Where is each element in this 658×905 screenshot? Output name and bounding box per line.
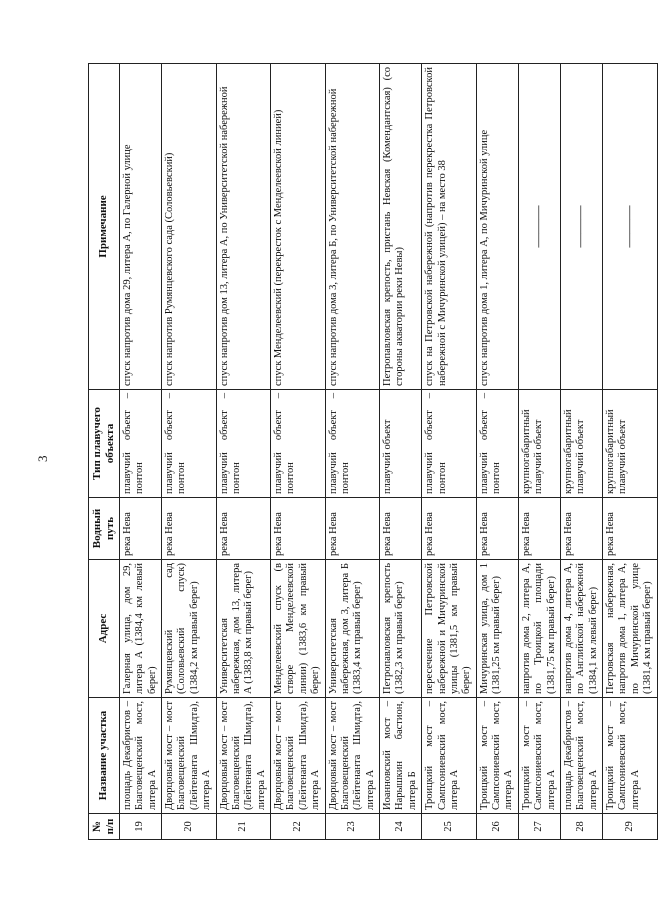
cell-waterway: река Нева [560, 498, 602, 560]
cell-num: 19 [119, 814, 161, 840]
cell-waterway: река Нева [216, 498, 271, 560]
cell-note: спуск Менделеевский (перекресток с Менделеевской линией) [271, 64, 326, 390]
cell-object-type: плавучий объект [380, 390, 422, 498]
page-number: 3 [35, 455, 50, 462]
cell-num: 24 [380, 814, 422, 840]
rotated-table-container [88, 64, 654, 840]
cell-address: Менделеевский спуск (в створе Менделеевской линии) (1383,6 км правый берег) [271, 560, 326, 698]
cell-address: Университетская набережная, дом 13, литера А (1383,8 км правый берег) [216, 560, 271, 698]
table-row [325, 64, 380, 840]
cell-num: 29 [603, 814, 658, 840]
cell-object-type: плавучий объект – понтон [216, 390, 271, 498]
table-row [476, 64, 518, 840]
header-num: № п/п [89, 814, 120, 840]
cell-note: спуск напротив дома 3, литера Б, по Университетской набережной [325, 64, 380, 390]
header-name: Название участка [89, 698, 120, 814]
cell-name: Дворцовый мост – мост Благовещенский (Лейтенанта Шмидта), литера А [162, 698, 217, 814]
cell-address: Петровская набережная, напротив дома 1, литера А, по Мичуринской улице (1381,4 км правый берег) [603, 560, 658, 698]
cell-num: 20 [162, 814, 217, 840]
cell-object-type: плавучий объект – понтон [271, 390, 326, 498]
cell-waterway: река Нева [422, 498, 477, 560]
cell-name: площадь Декабристов – Благовещенский мост, литера А [560, 698, 602, 814]
cell-object-type: плавучий объект – понтон [162, 390, 217, 498]
table-header-row [89, 64, 120, 840]
cell-name: Иоанновский мост – Нарышкин бастион, литера Б [380, 698, 422, 814]
table-row [162, 64, 217, 840]
cell-num: 28 [560, 814, 602, 840]
cell-object-type: крупногабаритный плавучий объект [560, 390, 602, 498]
header-object-type: Тип плавучего объекта [89, 390, 120, 498]
table-row [422, 64, 477, 840]
cell-waterway: река Нева [380, 498, 422, 560]
cell-address: пересечение Петровской набережной и Мичуринской улицы (1381,5 км правый берег) [422, 560, 477, 698]
cell-note: ——— [560, 64, 602, 390]
cell-name: Троицкий мост – Сампсониевский мост, литера А [518, 698, 560, 814]
cell-note: спуск напротив Румянцевского сада (Соловьевский) [162, 64, 217, 390]
cell-object-type: плавучий объект – понтон [119, 390, 161, 498]
table-row [216, 64, 271, 840]
cell-address: Галерная улица, дом 29, литера А (1384,4 км левый берег) [119, 560, 161, 698]
cell-num: 27 [518, 814, 560, 840]
cell-waterway: река Нева [119, 498, 161, 560]
cell-address: напротив дома 2, литера А, по Троицкой площади (1381,75 км правый берег) [518, 560, 560, 698]
cell-address: Университетская набережная, дом 3, литера Б (1383,4 км правый берег) [325, 560, 380, 698]
cell-note: Петропавловская крепость, пристань Невская (Комендантская) (со стороны акватории реки Невы) [380, 64, 422, 390]
cell-address: Мичуринская улица, дом 1 (1381,25 км правый берег) [476, 560, 518, 698]
table-row [560, 64, 602, 840]
cell-name: Троицкий мост – Сампсониевский мост, литера А [422, 698, 477, 814]
cell-note: ——— [603, 64, 658, 390]
cell-waterway: река Нева [518, 498, 560, 560]
cell-num: 22 [271, 814, 326, 840]
cell-num: 26 [476, 814, 518, 840]
cell-waterway: река Нева [162, 498, 217, 560]
cell-object-type: плавучий объект – понтон [476, 390, 518, 498]
cell-address: напротив дома 4, литера А, по Английской набережной (1384,1 км левый берег) [560, 560, 602, 698]
pontoon-table [88, 63, 658, 840]
cell-note: спуск на Петровской набережной (напротив перекрестка Петровской набережной с Мичуринской улицей) – на место 38 [422, 64, 477, 390]
table-row [119, 64, 161, 840]
cell-waterway: река Нева [325, 498, 380, 560]
header-waterway: Водный путь [89, 498, 120, 560]
header-address: Адрес [89, 560, 120, 698]
cell-object-type: плавучий объект – понтон [422, 390, 477, 498]
cell-address: Румянцевский сад (Соловьевский спуск) (1384,2 км правый берег) [162, 560, 217, 698]
cell-object-type: крупногабаритный плавучий объект [518, 390, 560, 498]
cell-name: Троицкий мост – Сампсониевский мост, литера А [476, 698, 518, 814]
cell-note: спуск напротив дом 13, литера А, по Университетской набережной [216, 64, 271, 390]
cell-name: Дворцовый мост – мост Благовещенский (Лейтенанта Шмидта), литера А [271, 698, 326, 814]
cell-address: Петропавловская крепость (1382,3 км правый берег) [380, 560, 422, 698]
cell-waterway: река Нева [271, 498, 326, 560]
cell-waterway: река Нева [476, 498, 518, 560]
cell-name: площадь Декабристов – Благовещенский мост, литера А [119, 698, 161, 814]
cell-num: 25 [422, 814, 477, 840]
table-row [518, 64, 560, 840]
cell-waterway: река Нева [603, 498, 658, 560]
cell-num: 21 [216, 814, 271, 840]
cell-name: Дворцовый мост – мост Благовещенский (Лейтенанта Шмидта), литера А [325, 698, 380, 814]
cell-note: спуск напротив дома 29, литера А, по Галерной улице [119, 64, 161, 390]
cell-name: Троицкий мост – Сампсониевский мост, литера А [603, 698, 658, 814]
cell-object-type: крупногабаритный плавучий объект [603, 390, 658, 498]
table-row [380, 64, 422, 840]
cell-note: спуск напротив дома 1, литера А, по Мичуринской улице [476, 64, 518, 390]
table-row [603, 64, 658, 840]
table-row [271, 64, 326, 840]
cell-note: ——— [518, 64, 560, 390]
cell-name: Дворцовый мост – мост Благовещенский (Лейтенанта Шмидта), литера А [216, 698, 271, 814]
cell-object-type: плавучий объект – понтон [325, 390, 380, 498]
cell-num: 23 [325, 814, 380, 840]
header-note: Примечание [89, 64, 120, 390]
